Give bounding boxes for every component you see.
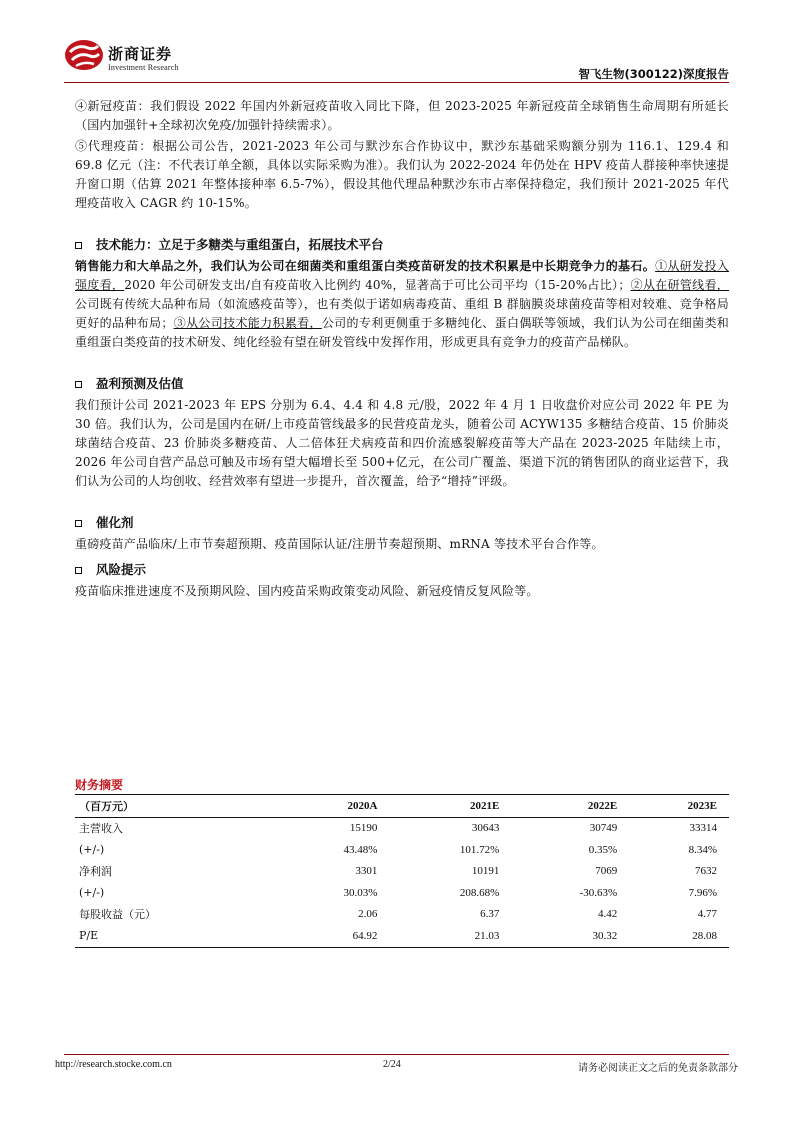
table-cell: 43.48% (343, 843, 378, 856)
checkbox-bullet-icon (75, 520, 82, 527)
table-header-cell: 2020A (280, 795, 390, 818)
brand-name-cn: 浙商证券 (108, 45, 173, 63)
section-title: 技术能力：立足于多糖类与重组蛋白，拓展技术平台 (96, 237, 384, 252)
table-cell: 6.37 (480, 908, 500, 921)
table-cell: 8.34% (688, 843, 717, 856)
table-cell: 主营收入 (79, 822, 123, 836)
financial-summary-title: 财务摘要 (75, 778, 124, 792)
table-cell: 30.03% (343, 886, 378, 899)
table-cell: 208.68% (459, 886, 500, 899)
checkbox-bullet-icon (75, 242, 82, 249)
tech-point-1-heading: ①从研发投入强度看， (75, 259, 730, 292)
paragraph-forecast: 我们预计公司 2021-2023 年 EPS 分别为 6.4、4.4 和 4.8 元/股，2022 年 4 月 1 日收盘价对应公司 2022 年 PE 为 30 倍。我们认为，公司是国内在研/上市疫苗管线最多的民营疫苗龙头，随着公司 ACYW135 多糖结合疫苗、15 价肺炎球菌结合疫苗、23 价肺炎多糖疫苗、人二倍体狂犬病疫苗和四价流感裂解疫苗等大产品在 2023-2025 年陆续上市，2026 年公司自营产品总可触及市场有望大幅增长至 500+亿元，在公司广覆盖、渠道下沉的销售团队的商业运营下，我们认为公司的人均创收、经营效率有望进一步提升，首次覆盖，给予“增持”评级。 (75, 398, 729, 488)
table-cell: 21.03 (389, 925, 511, 947)
paragraph-agency-vaccine: ⑤代理疫苗：根据公司公告，2021-2023 年公司与默沙东合作协议中，默沙东基础采购额分别为 116.1、129.4 和 69.8 亿元（注：不代表订单全额，具体以实际采购为准）。我们认为 2022-2024 年仍处在 HPV 疫苗人群接种率快速提升窗口期（估算 2021 年整体接种率 6.5-7%），假设其他代理品种默沙东市占率保持稳定，我们预计 2021-2025 年代理疫苗收入 CAGR 约 10-15%。 (75, 139, 729, 210)
table-cell: 净利润 (79, 865, 112, 879)
table-cell: 每股收益（元） (79, 908, 156, 922)
table-cell: 7632 (695, 865, 717, 878)
table-cell: -30.63% (579, 886, 618, 899)
tech-point-3-heading: ③从公司技术能力积累看， (173, 316, 322, 330)
table-cell: 30643 (471, 822, 500, 835)
table-row (75, 817, 729, 839)
table-header-cell: 2022E (511, 795, 629, 818)
paragraph-risk: 疫苗临床推进速度不及预期风险、国内疫苗采购政策变动风险、新冠疫情反复风险等。 (75, 584, 539, 598)
section-heading-catalyst (75, 513, 729, 533)
checkbox-bullet-icon (75, 381, 82, 388)
table-row (75, 839, 729, 861)
report-body (75, 97, 729, 601)
table-cell: 4.42 (597, 908, 618, 921)
header-divider (64, 82, 729, 83)
section-title: 催化剂 (96, 515, 134, 530)
tech-point-2-heading: ②从在研管线看， (630, 278, 729, 292)
table-cell: 7.96% (688, 886, 717, 899)
tech-point-3-text: 公司的专利更侧重于多糖纯化、蛋白偶联等领域，我们认为公司在细菌类和重组蛋白类疫苗的技术研发、纯化经验有望在研发管线中发挥作用，形成更具有竞争力的疫苗产品梯队。 (75, 316, 729, 349)
paragraph-covid-vaccine: ④新冠疫苗：我们假设 2022 年国内外新冠疫苗收入同比下降，但 2023-2025 年新冠疫苗全球销售生命周期有所延长（国内加强针+全球初次免疫/加强针持续需求）。 (75, 99, 729, 132)
table-row (75, 882, 729, 904)
table-row (75, 861, 729, 883)
section-title: 风险提示 (96, 562, 147, 577)
table-cell: 15190 (349, 822, 378, 835)
table-cell: 64.92 (280, 925, 390, 947)
table-header-row (75, 795, 729, 818)
table-header-cell: （百万元） (75, 795, 280, 818)
table-cell: 2.06 (358, 908, 378, 921)
tech-point-1-text: 2020 年公司研发支出/自有疫苗收入比例约 40%，显著高于可比公司平均（15-20%占比）； (124, 278, 631, 292)
checkbox-bullet-icon (75, 567, 82, 574)
table-cell: 3301 (355, 865, 378, 878)
table-cell: 30.32 (511, 925, 629, 947)
table-row (75, 904, 729, 926)
footer-divider (64, 1054, 729, 1055)
paragraph-tech (75, 257, 729, 352)
table-header-cell: 2021E (389, 795, 511, 818)
table-header-cell: 2023E (629, 795, 729, 818)
brand-name-en: Investment Research (108, 63, 179, 72)
page-number: 2/24 (383, 1059, 401, 1070)
paragraph-catalyst: 重磅疫苗产品临床/上市节奏超预期、疫苗国际认证/注册节奏超预期、mRNA 等技术平台合作等。 (75, 537, 604, 551)
table-cell: 7069 (595, 865, 618, 878)
section-heading-forecast (75, 374, 729, 394)
tech-lead-text: 销售能力和大单品之外，我们认为公司在细菌类和重组蛋白类疫苗研发的技术积累是中长期竞争力的基石。 (75, 259, 656, 273)
zheshang-securities-logo-icon (64, 38, 104, 72)
table-cell: 28.08 (629, 925, 729, 947)
table-cell: 101.72% (459, 843, 500, 856)
section-heading-risk (75, 560, 729, 580)
table-cell: (+/-) (79, 886, 105, 900)
section-title: 盈利预测及估值 (96, 376, 184, 391)
footer-url-link[interactable]: http://research.stocke.com.cn (55, 1059, 172, 1070)
tech-point-2-text: 公司既有传统大品种布局（如流感疫苗等），也有类似于诺如病毒疫苗、重组 B 群脑膜炎球菌疫苗等相对较难、竞争格局更好的品种布局； (75, 297, 729, 330)
table-cell: 0.35% (588, 843, 618, 856)
report-title: 智飞生物(300122)深度报告 (578, 67, 729, 81)
footer-disclaimer: 请务必阅读正文之后的免责条款部分 (578, 1063, 738, 1074)
table-cell: 30749 (589, 822, 618, 835)
section-heading-tech (75, 235, 729, 255)
financial-summary-table (75, 794, 729, 948)
table-cell: (+/-) (79, 843, 105, 857)
table-cell: P/E (75, 925, 280, 947)
table-cell: 33314 (689, 822, 717, 835)
table-cell: 10191 (471, 865, 500, 878)
table-cell: 4.77 (697, 908, 717, 921)
table-row (75, 925, 729, 947)
